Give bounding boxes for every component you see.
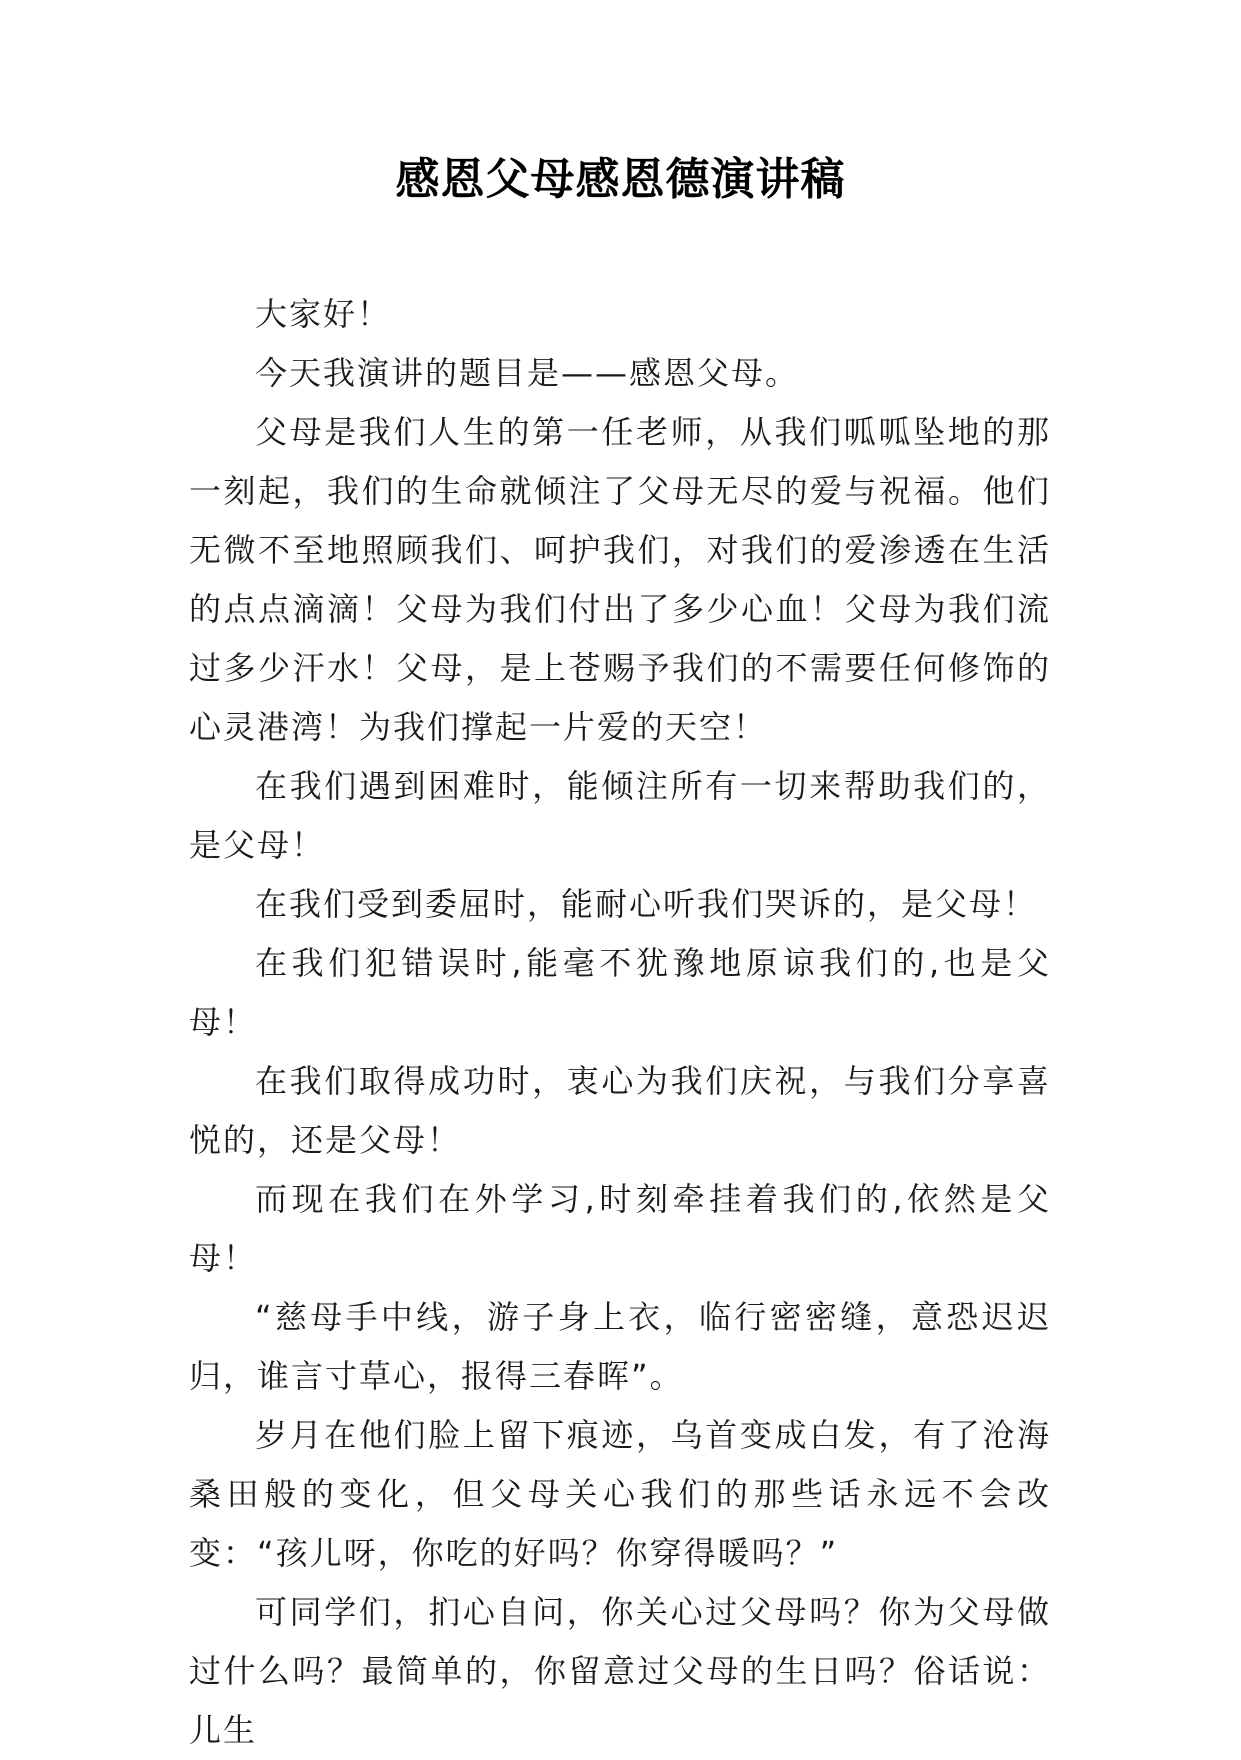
paragraph-difficulty: 在我们遇到困难时，能倾注所有一切来帮助我们的，是父母！: [189, 767, 1051, 864]
paragraph-poem: “慈母手中线，游子身上衣，临行密密缝，意恐迟迟归，谁言寸草心，报得三春晖”。: [189, 1298, 1051, 1395]
paragraph-success: 在我们取得成功时，衷心为我们庆祝，与我们分享喜悦的，还是父母！: [189, 1062, 1051, 1159]
paragraph-grievance: 在我们受到委屈时，能耐心听我们哭诉的，是父母！: [255, 885, 1038, 923]
paragraph-topic: 今天我演讲的题目是——感恩父母。: [255, 354, 800, 392]
paragraph-self-reflection: 可同学们，扪心自问，你关心过父母吗？你为父母做过什么吗？最简单的，你留意过父母的生日吗？俗话说：儿生: [189, 1593, 1051, 1749]
paragraph-greeting: 大家好！: [255, 295, 392, 333]
paragraph-years: 岁月在他们脸上留下痕迹，乌首变成白发，有了沧海桑田般的变化，但父母关心我们的那些话永远不会改变：“孩儿呀，你吃的好吗？你穿得暖吗？”: [189, 1416, 1051, 1572]
document-body: [189, 285, 1051, 1760]
document-title: 感恩父母感恩德演讲稿: [395, 154, 846, 205]
paragraph-mistake: 在我们犯错误时,能毫不犹豫地原谅我们的,也是父母！: [189, 944, 1051, 1041]
paragraph-parents-first-teacher: 父母是我们人生的第一任老师，从我们呱呱坠地的那一刻起，我们的生命就倾注了父母无尽的爱与祝福。他们无微不至地照顾我们、呵护我们，对我们的爱渗透在生活的点点滴滴！父母为我们付出了多少心血！父母为我们流过多少汗水！父母，是上苍赐予我们的不需要任何修饰的心灵港湾！为我们撑起一片爱的天空！: [189, 413, 1051, 746]
paragraph-studying-away: 而现在我们在外学习,时刻牵挂着我们的,依然是父母！: [189, 1180, 1051, 1277]
